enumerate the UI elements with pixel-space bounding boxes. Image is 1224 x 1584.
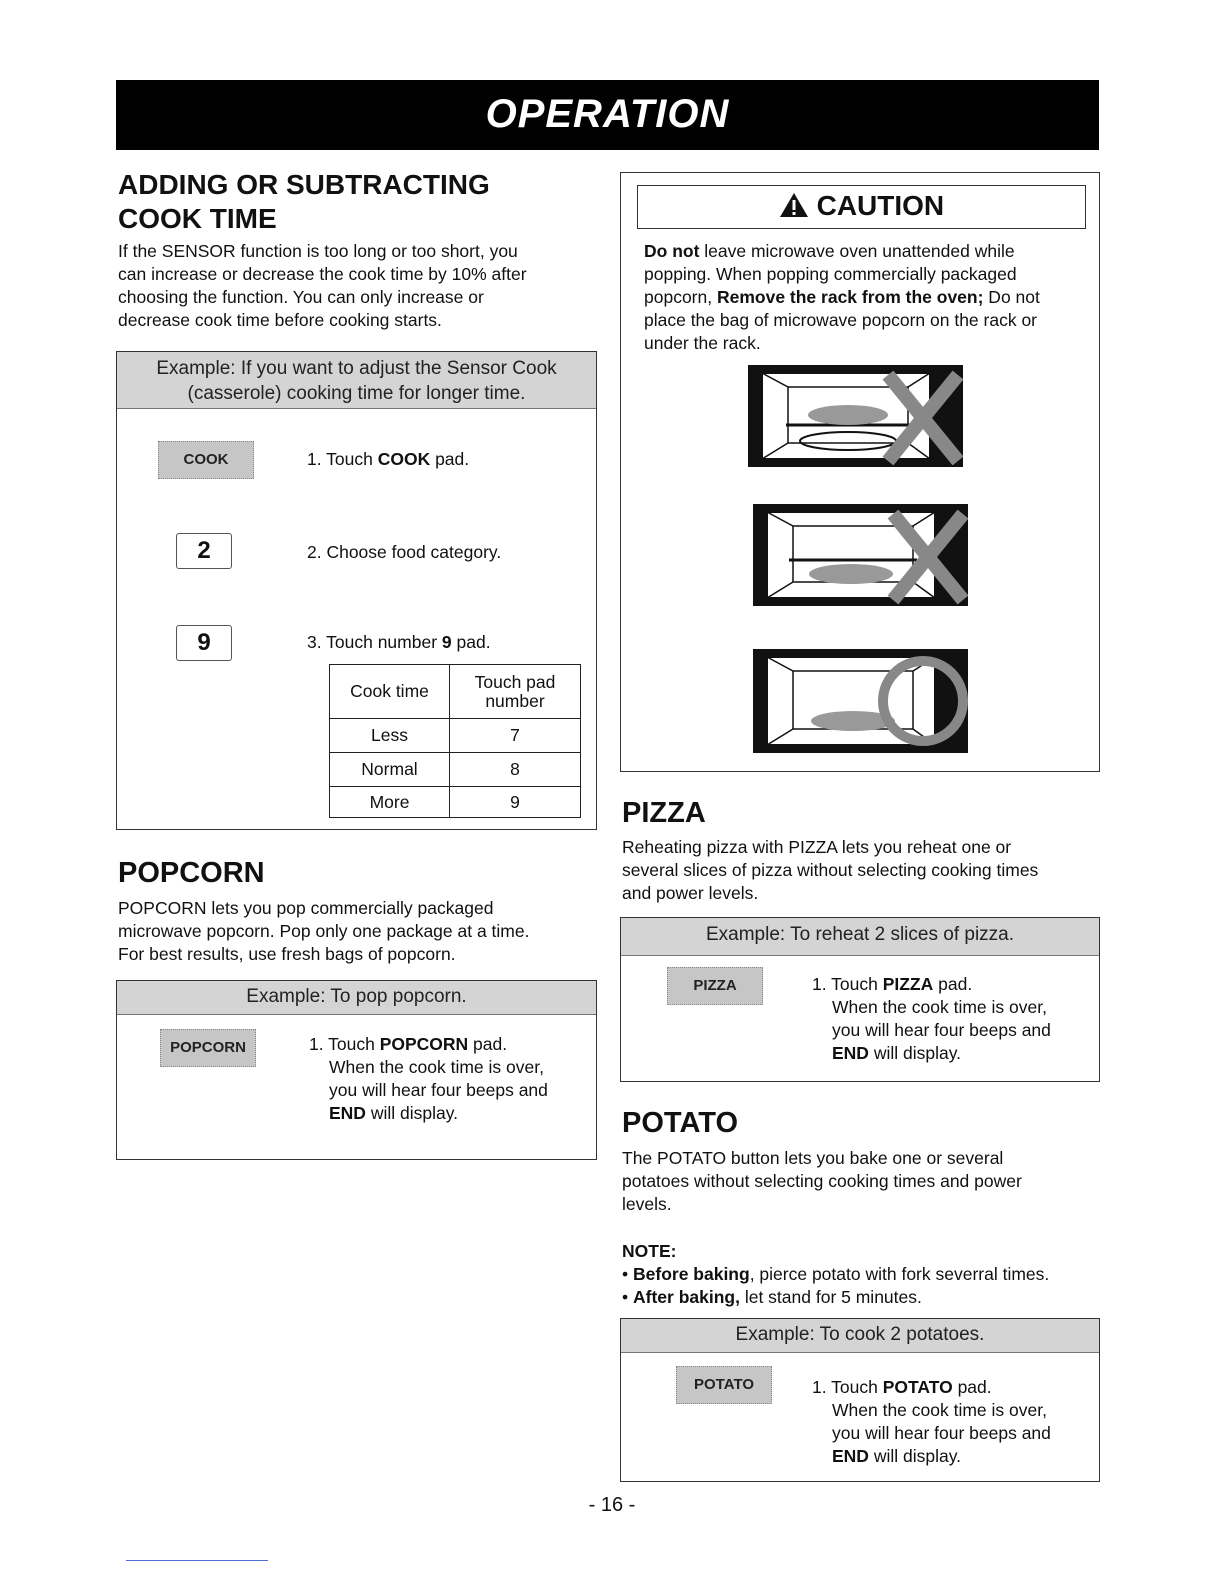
adjust-title-line2: COOK TIME [118,203,277,234]
adjust-title-line1: ADDING OR SUBTRACTING [118,169,490,200]
pizza-description [622,836,1038,905]
caution-title: CAUTION [816,190,945,221]
potato-step1: 1. Touch POTATO pad. When the cook time is over, you will hear four beeps and END will display. [812,1377,1051,1466]
number-key-2-icon: 2 [176,533,232,569]
popcorn-step1: 1. Touch POPCORN pad. When the cook time is over, you will hear four beeps and END will display. [309,1034,548,1123]
adjust-desc-line: If the SENSOR function is too long or too short, you [118,241,518,261]
adjust-example-line1: Example: If you want to adjust the Sensor Cook [156,358,557,379]
popcorn-example-header: Example: To pop popcorn. [117,981,596,1015]
adjust-example-header [117,352,596,409]
pizza-desc-line: and power levels. [622,883,759,903]
caution-header [637,185,1086,229]
table-cell: Less [330,719,450,753]
adjust-step1: 1. Touch COOK pad. [307,449,470,469]
caution-heading [638,190,1085,222]
table-header-touch-pad: Touch pad number [450,665,581,719]
table-cell: 8 [450,753,581,787]
section-banner [116,80,1099,150]
oven-rack-wrong-illustration [748,365,963,467]
popcorn-description [118,897,529,966]
footer-rule [126,1560,268,1561]
potato-title: POTATO [622,1107,738,1139]
popcorn-title: POPCORN [118,857,265,889]
cook-time-table [329,664,581,818]
pizza-example-header: Example: To reheat 2 slices of pizza. [621,918,1099,956]
page-number: - 16 - [588,1494,636,1516]
popcorn-desc-line: microwave popcorn. Pop only one package at a time. [118,921,530,941]
potato-pad-icon: POTATO [676,1366,772,1404]
potato-desc-line: The POTATO button lets you bake one or several [622,1148,1004,1168]
table-cell: More [330,787,450,818]
table-cell: 7 [450,719,581,753]
popcorn-desc-line: POPCORN lets you pop commercially packaged [118,898,494,918]
cook-pad-icon: COOK [158,441,254,479]
adjust-desc-line: choosing the function. You can only increase or [118,287,484,307]
oven-correct-illustration [753,649,968,753]
adjust-desc-line: can increase or decrease the cook time by 10% after [118,264,527,284]
potato-desc-line: potatoes without selecting cooking times and power [622,1171,1022,1191]
caution-text: Do not leave microwave oven unattended while popping. When popping commercially packaged popcorn, Remove the rack from the oven; Do not place the bag of microwave popcorn on the rack or under the rack. [644,241,1040,353]
potato-example-header: Example: To cook 2 potatoes. [621,1319,1099,1353]
potato-description [622,1147,1022,1216]
popcorn-desc-line: For best results, use fresh bags of popcorn. [118,944,456,964]
pizza-desc-line: Reheating pizza with PIZZA lets you reheat one or [622,837,1012,857]
potato-desc-line: levels. [622,1194,672,1214]
adjust-step3: 3. Touch number 9 pad. [307,632,491,652]
popcorn-pad-icon: POPCORN [160,1029,256,1067]
note-label: NOTE: [622,1241,677,1261]
pizza-pad-icon: PIZZA [667,967,763,1005]
oven-under-rack-wrong-illustration [753,504,968,606]
adjust-description [118,240,527,332]
adjust-step2: 2. Choose food category. [307,542,502,562]
pizza-step1: 1. Touch PIZZA pad. When the cook time is over, you will hear four beeps and END will display. [812,974,1051,1063]
number-key-9-icon: 9 [176,625,232,661]
table-cell: 9 [450,787,581,818]
pizza-desc-line: several slices of pizza without selecting cooking times [622,860,1039,880]
adjust-example-line2: (casserole) cooking time for longer time. [187,383,526,404]
banner-title: OPERATION [485,92,730,136]
adjust-desc-line: decrease cook time before cooking starts. [118,310,442,330]
table-cell: Normal [330,753,450,787]
pizza-title: PIZZA [622,797,706,829]
warning-triangle-icon [779,192,809,218]
potato-note: NOTE: • Before baking, pierce potato with fork severral times. • After baking, let stand for 5 minutes. [622,1241,1050,1307]
table-header-cook-time: Cook time [330,665,450,719]
